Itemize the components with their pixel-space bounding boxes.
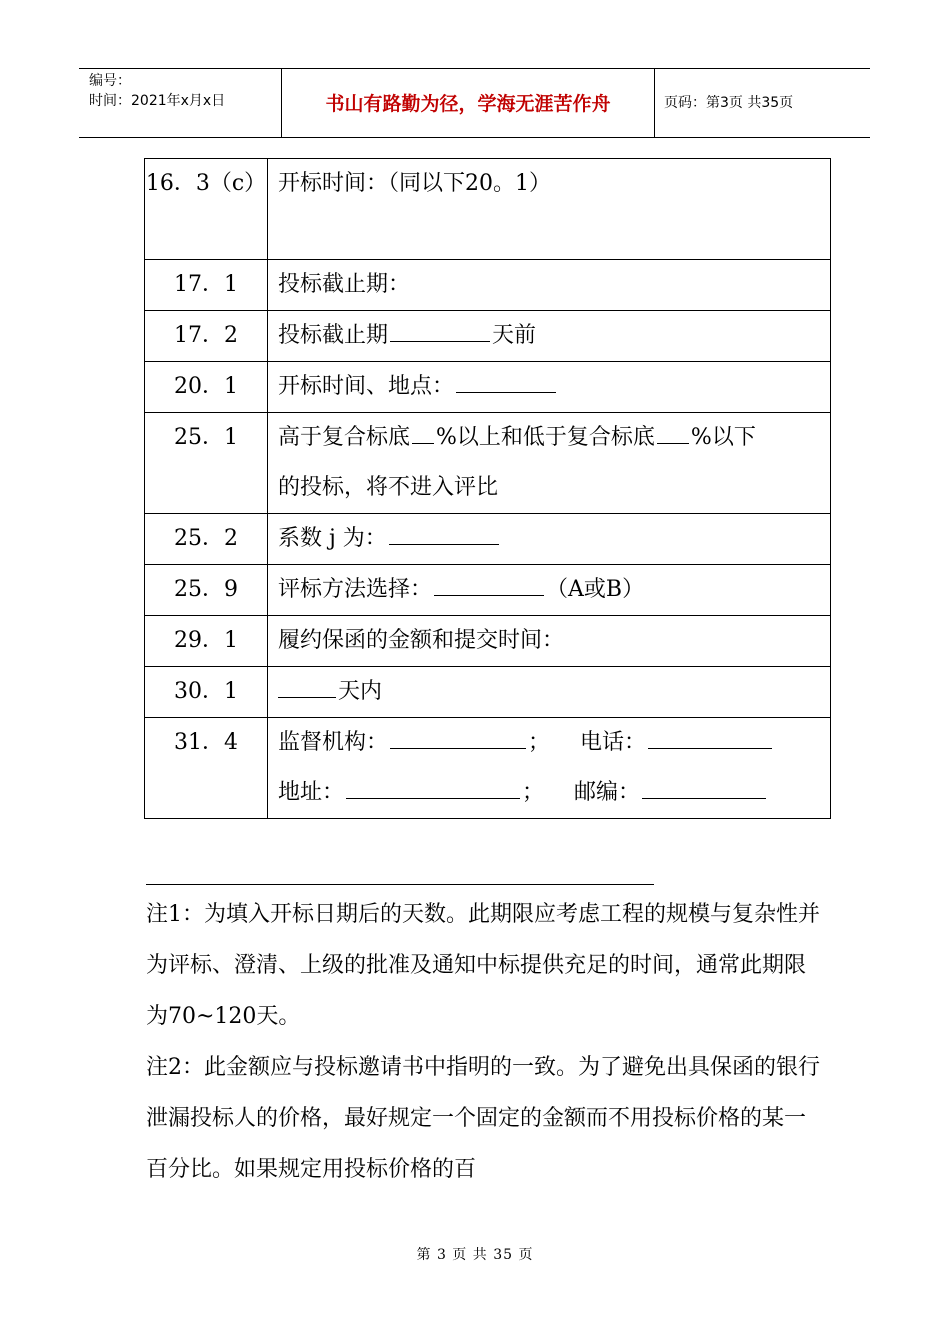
table-row (145, 565, 831, 616)
table-row (145, 413, 831, 514)
clause-number: 17．2 (145, 311, 268, 362)
table-row (145, 311, 831, 362)
header-left-cell (79, 69, 282, 137)
clause-text: 投标截止期： (268, 260, 831, 311)
clause-number: 25．2 (145, 514, 268, 565)
clause-number: 29．1 (145, 616, 268, 667)
blank-field (657, 423, 689, 444)
number-label: 编号： (89, 73, 131, 89)
note-1: 注1：为填入开标日期后的天数。此期限应考虑工程的规模与复杂性并为评标、澄清、上级的批准及通知中标提供充足的时间，通常此期限为70~120天。 (146, 902, 820, 1029)
clause-text: 高于复合标底 %以上和低于复合标底 %以下 的投标，将不进入评比 (268, 413, 831, 514)
blank-field (390, 728, 526, 749)
table-row (145, 667, 831, 718)
blank-field (412, 423, 434, 444)
clause-text: 天内 (268, 667, 831, 718)
blank-field (434, 575, 544, 596)
bid-data-table (144, 158, 831, 819)
clause-text: 监督机构： ； 电话： 地址： ； 邮编： (268, 718, 831, 819)
motto: 书山有路勤为径，学海无涯苦作舟 (325, 93, 611, 115)
clause-number: 25．1 (145, 413, 268, 514)
blank-field (456, 372, 556, 393)
header-right-cell (655, 69, 870, 137)
clause-text: 评标方法选择： （A或B） (268, 565, 831, 616)
clause-number: 20．1 (145, 362, 268, 413)
header-center-cell (282, 69, 655, 137)
blank-field (642, 778, 766, 799)
clause-text: 投标截止期 天前 (268, 311, 831, 362)
note-2: 注2：此金额应与投标邀请书中指明的一致。为了避免出具保函的银行泄漏投标人的价格，最好规定一个固定的金额而不用投标价格的某一百分比。如果规定用投标价格的百 (146, 1055, 820, 1182)
table-row (145, 260, 831, 311)
table-row (145, 514, 831, 565)
table-row (145, 718, 831, 819)
clause-number: 30．1 (145, 667, 268, 718)
clause-text: 系数 j 为： (268, 514, 831, 565)
clause-number: 31．4 (145, 718, 268, 819)
table-row (145, 616, 831, 667)
page-info: 页码：第3页 共35页 (664, 95, 794, 111)
footnotes (146, 889, 826, 1195)
time-label: 时间：2021年x月x日 (89, 93, 226, 109)
blank-field (278, 677, 336, 698)
clause-number: 25．9 (145, 565, 268, 616)
blank-field (390, 321, 490, 342)
clause-number: 17．1 (145, 260, 268, 311)
table-row (145, 159, 831, 260)
clause-number: 16．3（c） (145, 159, 268, 260)
blank-field (648, 728, 772, 749)
footnote-separator (146, 884, 654, 885)
clause-text: 履约保函的金额和提交时间： (268, 616, 831, 667)
table-row (145, 362, 831, 413)
page-footer: 第 3 页 共 35 页 (416, 1247, 534, 1263)
blank-field (346, 778, 520, 799)
clause-text: 开标时间、地点： (268, 362, 831, 413)
page-header (79, 68, 870, 138)
clause-text: 开标时间：（同以下20。1） (268, 159, 831, 260)
blank-field (389, 524, 499, 545)
